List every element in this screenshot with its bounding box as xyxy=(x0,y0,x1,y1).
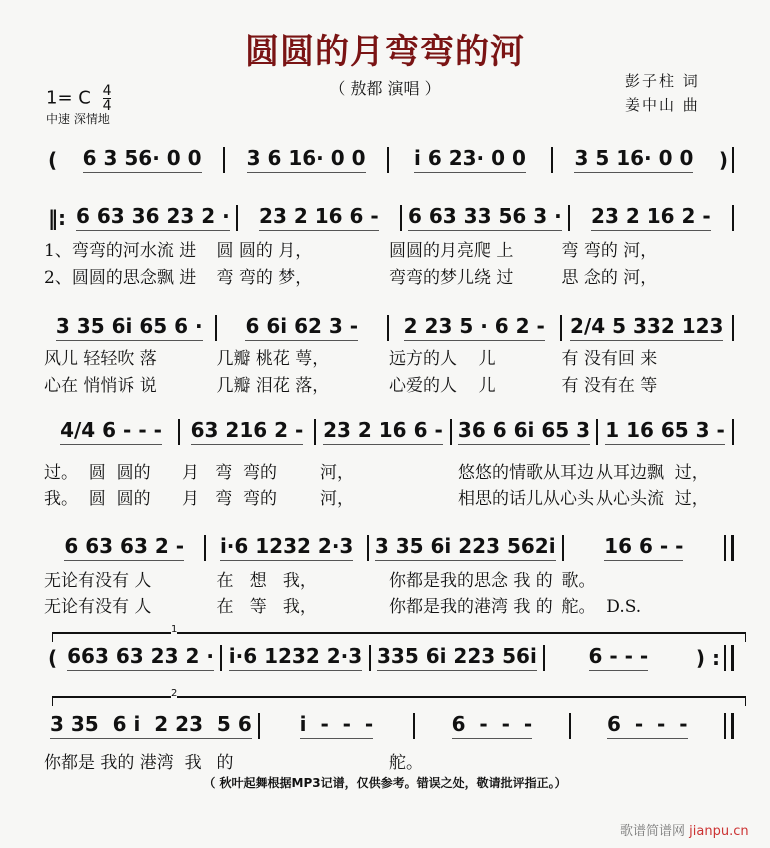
lyric-segment: 从耳边飘 过， xyxy=(596,463,709,483)
end-barline xyxy=(724,535,734,561)
end-barline xyxy=(724,645,734,671)
measure xyxy=(571,712,724,739)
measure-notes: 6 - - - xyxy=(452,712,533,739)
time-signature xyxy=(103,84,112,113)
time-top: 4 xyxy=(102,83,112,99)
measure xyxy=(238,204,400,231)
lyric-segment: 圆圆的月亮爬 上 xyxy=(389,241,514,261)
measure xyxy=(44,712,258,739)
measure-notes: 36 6 6i 65 3 xyxy=(458,418,590,445)
volta-number: 1 xyxy=(171,624,178,635)
notation-row xyxy=(44,712,734,739)
measure-notes: 23 2 16 6 - xyxy=(259,204,379,231)
measure-notes: 3 6 16· 0 0 xyxy=(247,146,366,173)
measure xyxy=(564,534,724,561)
end-barline xyxy=(732,147,734,173)
measure xyxy=(389,314,560,341)
open-mark: ‖: xyxy=(48,205,66,230)
measure-notes: 3 35 6i 65 6 · xyxy=(56,314,203,341)
measure xyxy=(44,314,215,341)
measure xyxy=(452,418,596,445)
volta-number: 2 xyxy=(171,688,178,699)
measure-notes: i - - - xyxy=(300,712,374,739)
lyric-segment: 风儿 轻轻吹 落 xyxy=(44,349,157,369)
lyric-segment: 从心头流 过， xyxy=(596,489,709,509)
measure xyxy=(562,314,733,341)
measure xyxy=(206,534,366,561)
end-barline xyxy=(732,205,734,231)
measure-notes: 6 3 56· 0 0 xyxy=(83,146,202,173)
measure-notes: 6 63 36 23 2 · xyxy=(76,204,230,231)
repeat-end-mark: ) : xyxy=(695,645,720,670)
lyric-segment: 无论有没有 人 xyxy=(44,571,152,591)
lyric-segment: 几瓣 泪花 落， xyxy=(216,376,330,396)
lyric-segment: 河， xyxy=(320,489,354,509)
lyric-segment: 1、弯弯的河水流 进 xyxy=(44,241,197,261)
lyric-segment: 舵。 xyxy=(389,753,423,773)
lyric-segment: 舵。 D.S. xyxy=(561,597,642,617)
close-mark: ) xyxy=(718,147,729,172)
measure xyxy=(553,146,715,173)
end-barline xyxy=(724,713,734,739)
tempo-marking: 中速 深情地 xyxy=(46,112,110,126)
composer: 姜中山 曲 xyxy=(625,96,700,114)
lyric-segment: 在 等 我， xyxy=(216,597,317,617)
lyric-segment: 弯弯的梦儿绕 过 xyxy=(389,268,514,288)
notation-row xyxy=(44,418,734,445)
lyrics-line xyxy=(44,344,734,369)
end-barline xyxy=(732,315,734,341)
lyric-segment: 过。 圆 圆的 xyxy=(44,463,151,483)
measure xyxy=(402,204,568,231)
measure xyxy=(44,418,178,445)
measure-notes: 2/4 5 332 123 xyxy=(570,314,723,341)
open-mark: ( xyxy=(48,147,58,172)
lyric-segment: 心在 悄悄诉 说 xyxy=(44,376,157,396)
measure-notes: 3 5 16· 0 0 xyxy=(574,146,693,173)
watermark xyxy=(620,820,749,839)
lyric-segment: 你都是我的思念 我 的 xyxy=(389,571,553,591)
measure xyxy=(225,146,387,173)
lyric-segment: 2、圆圆的思念飘 进 xyxy=(44,268,197,288)
lyrics-line xyxy=(44,592,734,617)
measure-notes: 6 63 63 2 - xyxy=(64,534,184,561)
lyric-segment: 在 想 我， xyxy=(216,571,317,591)
measure xyxy=(61,644,220,671)
measure-notes: 3 35 6 i 2 23 5 6 xyxy=(50,712,252,739)
measure-notes: 2 23 5 · 6 2 - xyxy=(404,314,545,341)
notation-row xyxy=(44,534,734,561)
lyric-segment: 弯 弯的 梦， xyxy=(216,268,313,288)
measure xyxy=(44,534,204,561)
key: 1= C xyxy=(46,87,91,109)
lyric-segment: 心爱的人 儿 xyxy=(389,376,496,396)
lyric-segment: 圆 圆的 月， xyxy=(216,241,313,261)
lyric-segment: 月 弯 弯的 xyxy=(182,489,278,509)
measure-notes: 663 63 23 2 · xyxy=(67,644,214,671)
lyricist: 彭子柱 词 xyxy=(625,72,700,90)
lyric-segment: 几瓣 桃花 萼， xyxy=(216,349,330,369)
lyric-segment: 远方的人 儿 xyxy=(389,349,496,369)
measure xyxy=(316,418,450,445)
measure-notes: 6 - - - xyxy=(589,644,649,671)
lyric-segment: 我。 圆 圆的 xyxy=(44,489,151,509)
time-bottom: 4 xyxy=(102,98,112,114)
watermark-cn: 歌谱简谱网 xyxy=(620,824,686,839)
lyric-segment: 你都是 我的 港湾 我 xyxy=(44,753,202,773)
volta-bracket-2 xyxy=(52,688,746,706)
measure xyxy=(570,204,732,231)
measure xyxy=(598,418,732,445)
song-title: 圆圆的月弯弯的河 xyxy=(245,32,525,72)
lyric-segment: 有 没有回 来 xyxy=(561,349,658,369)
measure xyxy=(415,712,568,739)
open-mark: ( xyxy=(48,645,58,670)
notation-row xyxy=(44,204,734,231)
measure-notes: 4/4 6 - - - xyxy=(60,418,162,445)
lyrics-line xyxy=(44,263,734,288)
lyric-segment: 有 没有在 等 xyxy=(561,376,658,396)
measure xyxy=(545,644,692,671)
performer: （ 敖都 演唱 ） xyxy=(329,79,441,98)
lyric-segment: 你都是我的港湾 我 的 xyxy=(389,597,553,617)
volta-bracket-1 xyxy=(52,624,746,642)
lyrics-line xyxy=(44,371,734,396)
watermark-en: jianpu.cn xyxy=(689,824,749,839)
measure-notes: 23 2 16 2 - xyxy=(591,204,711,231)
measure xyxy=(61,146,223,173)
notation-row xyxy=(44,314,734,341)
measure xyxy=(369,534,562,561)
key-signature xyxy=(46,84,111,113)
lyrics-line xyxy=(44,458,734,483)
measure-notes: 3 35 6i 223 562i xyxy=(375,534,556,561)
measure-notes: 335 6i 223 56i xyxy=(377,644,537,671)
measure-notes: 6 6i 62 3 - xyxy=(245,314,358,341)
measure-notes: 16 6 - - xyxy=(604,534,683,561)
measure xyxy=(70,204,236,231)
measure-notes: 23 2 16 6 - xyxy=(323,418,443,445)
measure-notes: 1 16 65 3 - xyxy=(605,418,725,445)
measure-notes: 6 - - - xyxy=(607,712,688,739)
lyric-segment xyxy=(562,748,735,773)
lyrics-line xyxy=(44,484,734,509)
measure-notes: 63 216 2 - xyxy=(191,418,304,445)
measure xyxy=(389,146,551,173)
measure-notes: i·6 1232 2·3 xyxy=(220,534,353,561)
notation-row xyxy=(44,146,734,173)
measure xyxy=(180,418,314,445)
lyric-segment: 歌。 xyxy=(561,571,596,591)
lyric-segment: 河， xyxy=(320,463,354,483)
lyric-segment: 相思的话儿从心头 xyxy=(458,489,594,509)
lyric-segment: 的 xyxy=(216,753,234,773)
measure-notes: i 6 23· 0 0 xyxy=(414,146,526,173)
footnote: （ 秋叶起舞根据MP3记谱，仅供参考。错误之处，敬请批评指正。） xyxy=(203,776,567,790)
lyric-segment: 无论有没有 人 xyxy=(44,597,152,617)
lyric-segment: 悠悠的情歌从耳边 xyxy=(458,463,594,483)
lyric-segment: 思 念的 河， xyxy=(561,268,658,288)
measure xyxy=(217,314,388,341)
measure xyxy=(371,644,543,671)
lyrics-line xyxy=(44,748,734,773)
lyrics-line xyxy=(44,236,734,261)
measure xyxy=(222,644,369,671)
measure-notes: i·6 1232 2·3 xyxy=(229,644,362,671)
measure-notes: 6 63 33 56 3 · xyxy=(408,204,562,231)
lyric-segment: 月 弯 弯的 xyxy=(182,463,278,483)
lyrics-line xyxy=(44,566,734,591)
lyric-segment: 弯 弯的 河， xyxy=(561,241,658,261)
notation-row xyxy=(44,644,734,671)
measure xyxy=(260,712,413,739)
end-barline xyxy=(732,419,734,445)
